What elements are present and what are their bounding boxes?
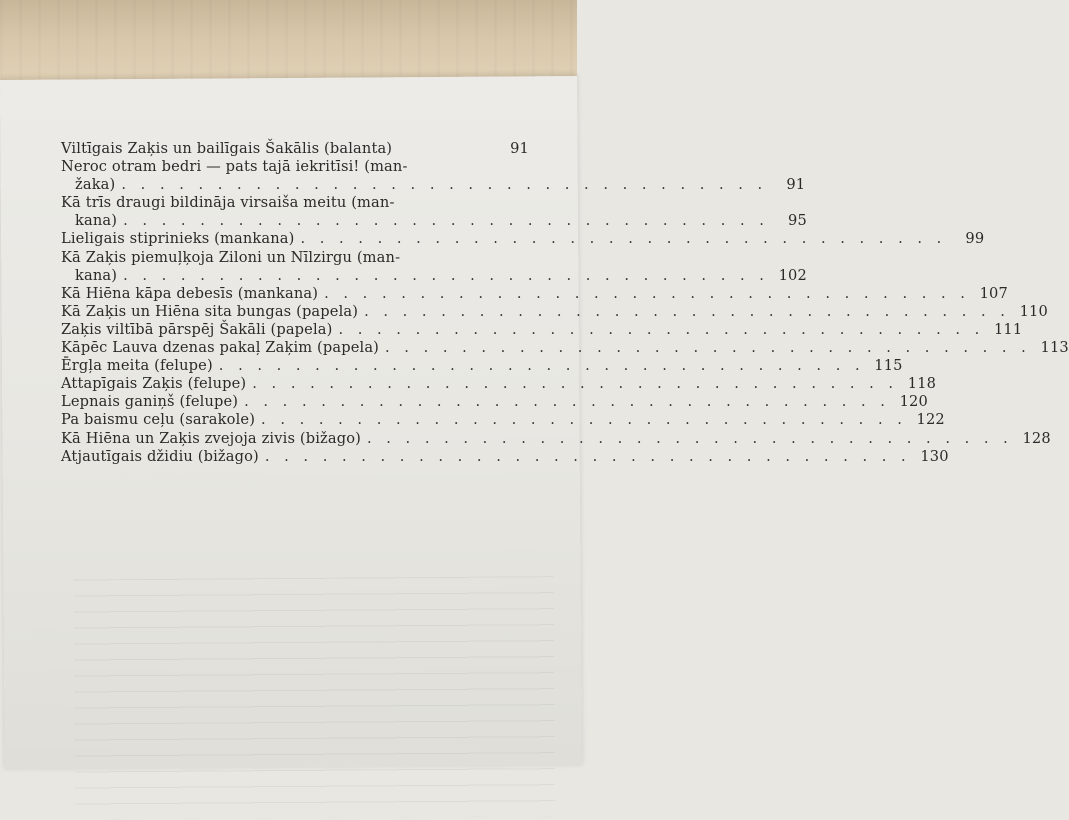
toc-entry-line — [61, 266, 807, 285]
toc-entry-line — [61, 411, 945, 429]
toc-entry-line — [61, 176, 806, 194]
leader-dots: . . . . . . . . . . . . . . . . . . . . . . . . . . . . . . . . . . — [123, 266, 769, 284]
leader-dots: . . . . . . . . . . . . . . . . . . . . . . . . . . . . . . . . . . — [264, 447, 911, 465]
toc-page-number: 111 — [993, 320, 1023, 338]
leader-dots: . . . . . . . . . . . . . . . . . . . . . . . . . . . . . . . . . . — [244, 393, 890, 411]
leader-dots: . . . . . . . . . . . . . . . . . . . . . . . . . . . . . . . . . . — [252, 375, 899, 393]
toc-entry-line — [61, 194, 529, 212]
toc-entry-line — [61, 393, 928, 411]
toc-entry-title: Pa baismu ceļu (sarakole) — [61, 411, 256, 429]
leader-dots: . . . . . . . . . . . . . . . . . . . . . . . . . . . . . . . . . . — [218, 357, 865, 375]
toc-page-number: 113 — [1040, 339, 1069, 357]
toc-entry-line — [61, 429, 1051, 448]
toc-entry-title: Kā Zaķis un Hiēna sita bungas (papela) — [61, 302, 359, 320]
toc-page-number: 128 — [1022, 429, 1051, 447]
leader-dots: . . . . . . . . . . . . . . . . . . . . . . . . . . . . . . . . . . — [123, 212, 769, 230]
toc-page-number: 91 — [786, 176, 806, 194]
toc-page-number: 115 — [874, 357, 903, 375]
toc-page-number: 120 — [899, 393, 928, 411]
toc-entry-line — [61, 284, 1008, 303]
toc-page-number: 91 — [510, 140, 529, 157]
toc-entry-line — [61, 302, 1048, 321]
leader-dots: . . . . . . . . . . . . . . . . . . . . . . . . . . . . . . . . . . — [385, 339, 1031, 357]
toc-entry-title: kana) — [75, 212, 118, 230]
toc-entry-line — [61, 447, 949, 466]
toc-entry-line — [61, 320, 1023, 339]
toc-entry-title: Lepnais ganiņš (felupe) — [61, 393, 239, 411]
toc-entry-title: Kāpēc Lauva dzenas pakaļ Zaķim (papela) — [61, 339, 380, 357]
toc-entry-title: Zaķis viltībā pārspēj Šakāli (papela) — [61, 320, 333, 338]
show-through-text — [73, 576, 555, 819]
toc-entry-title: Viltīgais Zaķis un bailīgais Šakālis (balanta) — [61, 140, 393, 157]
toc-entry-title: Kā Hiēna un Zaķis zvejoja zivis (bižago) — [61, 429, 361, 447]
toc-entry-title: Kā trīs draugi bildināja virsaiša meitu (man- — [61, 194, 395, 212]
toc-entry-title: Ērgļa meita (felupe) — [61, 357, 213, 375]
toc-page-number: 122 — [916, 411, 945, 429]
toc-entry-title: Atjautīgais džidiu (bižago) — [61, 447, 259, 465]
toc-entry-line — [61, 375, 937, 393]
toc-entry-title: žaka) — [75, 176, 116, 194]
leader-dots: . . . . . . . . . . . . . . . . . . . . . . . . . . . . . . . . . . — [121, 176, 768, 194]
toc-page-number: 130 — [920, 447, 949, 465]
toc-entry-line — [61, 158, 529, 176]
toc-entry-title: Attapīgais Zaķis (felupe) — [61, 375, 247, 393]
toc-page-number: 102 — [778, 266, 807, 284]
toc-entry-title: Kā Hiēna kāpa debesīs (mankana) — [61, 284, 319, 302]
table-of-contents — [61, 140, 1069, 466]
toc-entry-line — [61, 230, 985, 248]
leader-dots: . . . . . . . . . . . . . . . . . . . . . . . . . . . . . . . . . . — [338, 320, 985, 338]
toc-page-number: 99 — [965, 230, 985, 248]
leader-dots: . . . . . . . . . . . . . . . . . . . . . . . . . . . . . . . . . . — [364, 302, 1010, 320]
toc-entry-line — [61, 357, 903, 375]
toc-entry-title: Neroc otram bedri — pats tajā iekritīsi! (man- — [61, 158, 408, 176]
leader-dots: . . . . . . . . . . . . . . . . . . . . . . . . . . . . . . . . . . — [300, 230, 947, 248]
toc-entry-title: Kā Zaķis piemuļķoja Ziloni un Nīlzirgu (man- — [61, 248, 401, 266]
leader-dots: . . . . . . . . . . . . . . . . . . . . . . . . . . . . . . . . . . — [261, 411, 907, 429]
toc-entry-line — [61, 249, 529, 267]
toc-entry-title: kana) — [75, 266, 118, 284]
toc-entry-title: Lieligais stiprinieks (mankana) — [61, 230, 295, 248]
toc-page-number: 107 — [979, 284, 1008, 302]
leader-dots: . . . . . . . . . . . . . . . . . . . . . . . . . . . . . . . . . . — [324, 284, 970, 302]
toc-entry-line — [61, 140, 529, 158]
toc-entry-line — [61, 212, 807, 230]
leader-dots: . . . . . . . . . . . . . . . . . . . . . . . . . . . . . . . . . . — [366, 429, 1013, 447]
toc-page-number: 118 — [907, 375, 937, 393]
toc-page-number: 110 — [1019, 302, 1048, 320]
toc-page-number: 95 — [788, 212, 807, 230]
toc-entry-line — [61, 339, 1069, 357]
